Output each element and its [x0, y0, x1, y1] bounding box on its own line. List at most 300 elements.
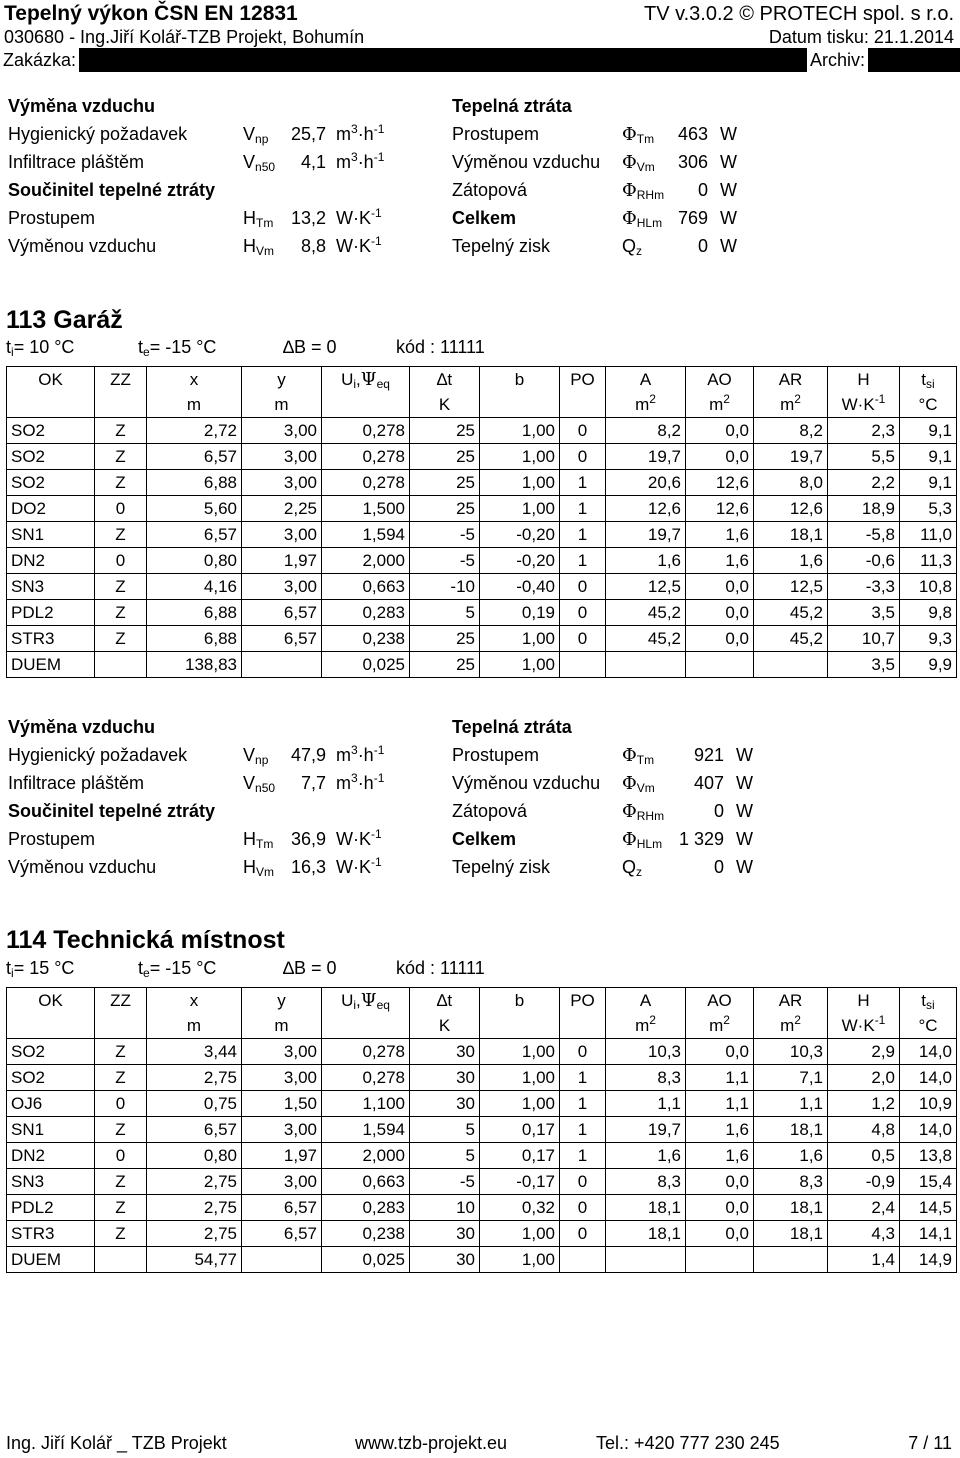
table-cell: 9,1	[900, 444, 957, 470]
table-cell: -0,20	[480, 522, 560, 548]
table-cell: 18,1	[754, 1221, 828, 1247]
table-cell: 0,663	[322, 1169, 410, 1195]
unit-dt: K	[410, 1013, 480, 1039]
table-cell: 14,0	[900, 1039, 957, 1065]
unit-ar: $m^2$	[754, 1013, 828, 1039]
table-cell: 1,00	[480, 1091, 560, 1117]
table-cell: Z	[95, 1117, 147, 1143]
table-cell: PDL2	[7, 600, 95, 626]
table-cell: Z	[95, 418, 147, 444]
hyg-unit: $m^3\cdot h^{-1}$	[336, 743, 385, 765]
table-cell: 0,17	[480, 1117, 560, 1143]
table-cell: 0,278	[322, 444, 410, 470]
loss-pro-value: 921	[693, 745, 724, 765]
table-cell: 45,2	[606, 600, 686, 626]
table-cell: STR3	[7, 626, 95, 652]
table-cell: 12,6	[686, 470, 754, 496]
col-dt: ∆t	[410, 367, 480, 393]
col-h: H	[828, 988, 900, 1014]
col-po: PO	[560, 367, 606, 393]
table-cell: SN3	[7, 1169, 95, 1195]
table-cell: 1,594	[322, 1117, 410, 1143]
table-cell: 4,3	[828, 1221, 900, 1247]
gain-symbol: $Q_z$	[622, 236, 643, 258]
footer-page-number: 7 / 11	[908, 1433, 952, 1453]
table-cell: 0,17	[480, 1143, 560, 1169]
col-dt: ∆t	[410, 988, 480, 1014]
table-row	[7, 1117, 957, 1143]
gain-unit: W	[720, 236, 737, 256]
coef-pro-unit: $W\cdot K^{-1}$	[336, 206, 382, 228]
table-cell: Z	[95, 1039, 147, 1065]
table-cell: 2,25	[242, 496, 322, 522]
table-cell	[242, 652, 322, 678]
table-cell: 8,3	[754, 1169, 828, 1195]
hyg-value: 25,7	[290, 124, 326, 144]
table-header-row	[7, 367, 957, 393]
table-cell: 0,278	[322, 470, 410, 496]
table-cell: 10,9	[900, 1091, 957, 1117]
table-cell: 2,3	[828, 418, 900, 444]
inf-value: 4,1	[300, 152, 326, 172]
table-cell: 4,8	[828, 1117, 900, 1143]
table-cell: 1	[560, 548, 606, 574]
table-cell: SO2	[7, 418, 95, 444]
table-cell: 0,0	[686, 444, 754, 470]
table-cell: Z	[95, 470, 147, 496]
table-cell: 3,5	[828, 600, 900, 626]
table-row	[7, 444, 957, 470]
coef-vyv-value: 8,8	[300, 236, 326, 256]
gain-value: 0	[697, 236, 708, 256]
table-cell: 2,4	[828, 1195, 900, 1221]
table-cell: DN2	[7, 548, 95, 574]
table-cell: 1,00	[480, 1039, 560, 1065]
table-cell: 1,6	[686, 522, 754, 548]
table-cell: 3,00	[242, 444, 322, 470]
loss-vyv-value: 407	[693, 773, 724, 793]
unit-h: $W\cdot K^{-1}$	[828, 392, 900, 418]
inf-symbol: $V_{n50}$	[243, 773, 276, 795]
room-113-kod: kód : 11111	[396, 337, 485, 357]
table-row	[7, 1039, 957, 1065]
unit-h: $W\cdot K^{-1}$	[828, 1013, 900, 1039]
hyg-label: Hygienický požadavek	[8, 745, 188, 765]
footer-phone: Tel.: +420 777 230 245	[596, 1433, 780, 1453]
table-cell: 11,3	[900, 548, 957, 574]
table-cell: 1,1	[686, 1065, 754, 1091]
unit-tsi: °C	[900, 1013, 957, 1039]
col-x: x	[147, 988, 242, 1014]
table-cell: -0,20	[480, 548, 560, 574]
table-cell: 14,0	[900, 1065, 957, 1091]
col-y: y	[242, 988, 322, 1014]
col-u: $U_i,\Psi_{eq}$	[322, 988, 410, 1014]
table-cell: 0,32	[480, 1195, 560, 1221]
table-cell: Z	[95, 522, 147, 548]
table-cell: DUEM	[7, 1247, 95, 1273]
coef-pro-symbol: $H_{Tm}$	[243, 208, 274, 230]
table-row	[7, 1143, 957, 1169]
coef-pro-label: Prostupem	[8, 208, 96, 228]
table-cell: 25	[410, 652, 480, 678]
table-cell: 8,0	[754, 470, 828, 496]
table-cell: 6,57	[242, 1221, 322, 1247]
table-cell: 14,0	[900, 1117, 957, 1143]
table-cell: 18,9	[828, 496, 900, 522]
table-cell: 30	[410, 1247, 480, 1273]
table-cell: 5	[410, 600, 480, 626]
table-cell: 3,00	[242, 1169, 322, 1195]
company-line: 030680 - Ing.Jiří Kolář-TZB Projekt, Bohumín	[4, 27, 365, 47]
loss-vyv-label: Výměnou vzduchu	[452, 152, 601, 172]
table-cell: SO2	[7, 1065, 95, 1091]
table-cell: 9,9	[900, 652, 957, 678]
table-cell: 18,1	[606, 1195, 686, 1221]
loss-title: Tepelná ztráta	[452, 717, 572, 737]
table-cell: 12,6	[606, 496, 686, 522]
table-cell: 2,75	[147, 1065, 242, 1091]
table-cell: 7,1	[754, 1065, 828, 1091]
table-cell: 2,9	[828, 1039, 900, 1065]
table-cell: STR3	[7, 1221, 95, 1247]
col-a: A	[606, 988, 686, 1014]
col-zz: ZZ	[95, 367, 147, 393]
table-cell: 3,00	[242, 1065, 322, 1091]
table-cell: 3,00	[242, 1117, 322, 1143]
table-cell: 9,8	[900, 600, 957, 626]
table-cell: SN1	[7, 522, 95, 548]
table-cell: 1,2	[828, 1091, 900, 1117]
table-cell: 1,6	[754, 1143, 828, 1169]
table-cell	[242, 1247, 322, 1273]
loss-zat-unit: W	[720, 180, 737, 200]
table-cell	[754, 1247, 828, 1273]
table-cell: 1	[560, 470, 606, 496]
table-cell: 8,3	[606, 1169, 686, 1195]
table-cell: 1,00	[480, 470, 560, 496]
table-cell	[95, 652, 147, 678]
table-cell: 1,6	[686, 1143, 754, 1169]
table-cell: 1,500	[322, 496, 410, 522]
table-cell: 1,100	[322, 1091, 410, 1117]
table-cell: 12,6	[754, 496, 828, 522]
table-cell: 1	[560, 1143, 606, 1169]
table-cell: 25	[410, 470, 480, 496]
loss-vyv-unit: W	[736, 773, 753, 793]
table-cell: 0,0	[686, 1039, 754, 1065]
table-cell: 14,5	[900, 1195, 957, 1221]
table-cell: 6,57	[242, 1195, 322, 1221]
table-cell: 0,0	[686, 1169, 754, 1195]
loss-cel-value: 769	[677, 208, 708, 228]
table-cell: 19,7	[606, 444, 686, 470]
table-cell: 5,3	[900, 496, 957, 522]
table-cell: 45,2	[754, 626, 828, 652]
col-b: b	[480, 367, 560, 393]
hyg-unit: $m^3\cdot h^{-1}$	[336, 122, 385, 144]
zakazka-label: Zakázka:	[0, 48, 79, 72]
col-h: H	[828, 367, 900, 393]
coef-vyv-symbol: $H_{Vm}$	[243, 857, 274, 879]
room-114-kod: kód : 11111	[396, 958, 485, 978]
coef-vyv-value: 16,3	[290, 857, 326, 877]
table-cell: 45,2	[606, 626, 686, 652]
table-cell: 15,4	[900, 1169, 957, 1195]
table-cell: 0,0	[686, 1195, 754, 1221]
table-cell: 0	[95, 496, 147, 522]
table-cell: 3,00	[242, 418, 322, 444]
room-114-db: ∆ B = 0	[283, 958, 337, 978]
table-cell: 1,4	[828, 1247, 900, 1273]
loss-vyv-label: Výměnou vzduchu	[452, 773, 601, 793]
table-cell: 2,000	[322, 1143, 410, 1169]
table-cell: 1,594	[322, 522, 410, 548]
table-cell: 6,57	[147, 1117, 242, 1143]
table-cell: 0,238	[322, 1221, 410, 1247]
table-cell: DO2	[7, 496, 95, 522]
table-row	[7, 626, 957, 652]
table-cell: 10,8	[900, 574, 957, 600]
table-cell: 0,5	[828, 1143, 900, 1169]
table-cell: 45,2	[754, 600, 828, 626]
table-cell: 0	[560, 418, 606, 444]
table-cell: 2,0	[828, 1065, 900, 1091]
table-cell: 0	[560, 444, 606, 470]
table-cell: 9,1	[900, 418, 957, 444]
col-zz: ZZ	[95, 988, 147, 1014]
table-cell: 1	[560, 1065, 606, 1091]
table-row	[7, 652, 957, 678]
hyg-value: 47,9	[290, 745, 326, 765]
unit-ao: $m^2$	[686, 392, 754, 418]
table-cell: 13,8	[900, 1143, 957, 1169]
loss-cel-unit: W	[736, 829, 753, 849]
gain-value: 0	[713, 857, 724, 877]
footer-author: Ing. Jiří Kolář _ TZB Projekt	[6, 1433, 227, 1453]
table-cell	[686, 1247, 754, 1273]
coef-vyv-symbol: $H_{Vm}$	[243, 236, 274, 258]
loss-pro-symbol: $\Phi_{Tm}$	[622, 124, 655, 146]
loss-vyv-unit: W	[720, 152, 737, 172]
table-cell: 0,80	[147, 1143, 242, 1169]
table-cell: 2,75	[147, 1169, 242, 1195]
table-cell: 3,00	[242, 574, 322, 600]
loss-vyv-symbol: $\Phi_{Vm}$	[622, 773, 655, 795]
archiv-label: Archiv:	[807, 48, 868, 72]
table-cell: 25	[410, 626, 480, 652]
table-cell: 0,80	[147, 548, 242, 574]
table-cell: 10,3	[754, 1039, 828, 1065]
table-row	[7, 522, 957, 548]
col-ok: OK	[7, 988, 95, 1014]
table-cell: -5,8	[828, 522, 900, 548]
loss-cel-symbol: $\Phi_{HLm}$	[622, 829, 663, 851]
table-cell: 1,00	[480, 1065, 560, 1091]
table-cell: -0,17	[480, 1169, 560, 1195]
room-113-ti: $t_i$ = 10 °C	[6, 337, 75, 359]
room-113-table	[6, 366, 957, 678]
table-cell: 0	[95, 1143, 147, 1169]
table-cell: 1,6	[686, 548, 754, 574]
loss-pro-unit: W	[736, 745, 753, 765]
table-cell: Z	[95, 626, 147, 652]
coef-pro-symbol: $H_{Tm}$	[243, 829, 274, 851]
col-tsi: $t_{si}$	[900, 988, 957, 1014]
table-cell: 0,025	[322, 652, 410, 678]
loss-zat-unit: W	[736, 801, 753, 821]
unit-tsi: °C	[900, 392, 957, 418]
room-113-params	[0, 337, 960, 361]
table-row	[7, 1247, 957, 1273]
print-date: Datum tisku: 21.1.2014	[768, 27, 954, 47]
table-header-row	[7, 988, 957, 1014]
table-row	[7, 548, 957, 574]
table-cell: 0,283	[322, 600, 410, 626]
table-cell: 0,238	[322, 626, 410, 652]
room-113-te: $t_e$ = -15 °C	[138, 337, 217, 359]
table-cell: 30	[410, 1065, 480, 1091]
table-cell: 1,00	[480, 496, 560, 522]
loss-pro-label: Prostupem	[452, 124, 540, 144]
inf-symbol: $V_{n50}$	[243, 152, 276, 174]
table-cell: 1,6	[606, 1143, 686, 1169]
coef-title: Součinitel tepelné ztráty	[8, 180, 216, 200]
table-cell: 138,83	[147, 652, 242, 678]
loss-cel-value: 1 329	[678, 829, 724, 849]
table-cell: -5	[410, 548, 480, 574]
coef-pro-value: 13,2	[290, 208, 326, 228]
room-113-title: 113 Garáž	[6, 306, 123, 334]
unit-x: m	[147, 392, 242, 418]
table-cell: 0,75	[147, 1091, 242, 1117]
loss-title: Tepelná ztráta	[452, 96, 572, 116]
table-cell: 1,6	[686, 1117, 754, 1143]
table-cell: 18,1	[754, 1195, 828, 1221]
table-row	[7, 1065, 957, 1091]
table-cell: -0,6	[828, 548, 900, 574]
table-cell: 1,00	[480, 1221, 560, 1247]
table-cell: 6,57	[242, 626, 322, 652]
table-cell: 0	[560, 600, 606, 626]
table-cell: SO2	[7, 1039, 95, 1065]
room-114-table	[6, 987, 957, 1273]
col-ar: AR	[754, 988, 828, 1014]
table-cell: 9,3	[900, 626, 957, 652]
table-cell: 1,1	[754, 1091, 828, 1117]
loss-zat-symbol: $\Phi_{RHm}$	[622, 180, 665, 202]
table-cell: DUEM	[7, 652, 95, 678]
table-row	[7, 574, 957, 600]
table-row	[7, 1091, 957, 1117]
inf-label: Infiltrace pláštěm	[8, 773, 145, 793]
unit-a: $m^2$	[606, 1013, 686, 1039]
coef-pro-label: Prostupem	[8, 829, 96, 849]
table-cell	[606, 1247, 686, 1273]
table-row	[7, 600, 957, 626]
table-cell: -3,3	[828, 574, 900, 600]
coef-title: Součinitel tepelné ztráty	[8, 801, 216, 821]
col-y: y	[242, 367, 322, 393]
table-cell: 3,00	[242, 522, 322, 548]
table-cell: 10,7	[828, 626, 900, 652]
table-row	[7, 470, 957, 496]
table-cell: 30	[410, 1091, 480, 1117]
table-cell: 8,3	[606, 1065, 686, 1091]
table-cell: Z	[95, 1195, 147, 1221]
table-cell: 8,2	[754, 418, 828, 444]
table-cell: 0	[560, 1169, 606, 1195]
col-b: b	[480, 988, 560, 1014]
table-cell: 0,278	[322, 1065, 410, 1091]
table-cell: Z	[95, 1221, 147, 1247]
loss-pro-value: 463	[677, 124, 708, 144]
col-ao: AO	[686, 367, 754, 393]
coef-vyv-label: Výměnou vzduchu	[8, 857, 157, 877]
table-cell: 11,0	[900, 522, 957, 548]
table-cell: 2,75	[147, 1195, 242, 1221]
table-cell: 2,72	[147, 418, 242, 444]
table-cell	[560, 1247, 606, 1273]
loss-zat-symbol: $\Phi_{RHm}$	[622, 801, 665, 823]
table-cell: -0,9	[828, 1169, 900, 1195]
table-cell: 10,3	[606, 1039, 686, 1065]
table-cell: 6,57	[242, 600, 322, 626]
table-cell	[606, 652, 686, 678]
table-cell: 5	[410, 1143, 480, 1169]
table-cell: 6,88	[147, 470, 242, 496]
inf-unit: $m^3\cdot h^{-1}$	[336, 771, 385, 793]
gain-label: Tepelný zisk	[452, 236, 551, 256]
table-cell: OJ6	[7, 1091, 95, 1117]
unit-a: $m^2$	[606, 392, 686, 418]
col-x: x	[147, 367, 242, 393]
table-cell: 2,75	[147, 1221, 242, 1247]
col-ao: AO	[686, 988, 754, 1014]
loss-pro-label: Prostupem	[452, 745, 540, 765]
table-cell: 1,50	[242, 1091, 322, 1117]
table-cell: 0,283	[322, 1195, 410, 1221]
table-cell: SN1	[7, 1117, 95, 1143]
loss-zat-value: 0	[713, 801, 724, 821]
table-cell: 0	[95, 1091, 147, 1117]
table-cell: 0	[560, 1195, 606, 1221]
table-cell: Z	[95, 444, 147, 470]
table-cell: 1,6	[606, 548, 686, 574]
table-cell: Z	[95, 600, 147, 626]
table-units-row	[7, 1013, 957, 1039]
table-cell: 1,00	[480, 444, 560, 470]
gain-symbol: $Q_z$	[622, 857, 643, 879]
table-cell: 25	[410, 444, 480, 470]
table-cell: 1,97	[242, 1143, 322, 1169]
table-cell: 0,278	[322, 418, 410, 444]
table-cell: 1,1	[606, 1091, 686, 1117]
table-cell: 0,0	[686, 626, 754, 652]
table-cell: 19,7	[606, 1117, 686, 1143]
table-cell	[560, 652, 606, 678]
table-cell: -10	[410, 574, 480, 600]
table-cell: 1	[560, 1091, 606, 1117]
room-113-rows	[7, 418, 957, 678]
col-a: A	[606, 367, 686, 393]
table-cell: 1,97	[242, 548, 322, 574]
vent-title: Výměna vzduchu	[8, 717, 156, 737]
table-cell: 1,00	[480, 652, 560, 678]
room-114-params	[0, 958, 960, 982]
table-cell: 0,19	[480, 600, 560, 626]
table-cell: 20,6	[606, 470, 686, 496]
